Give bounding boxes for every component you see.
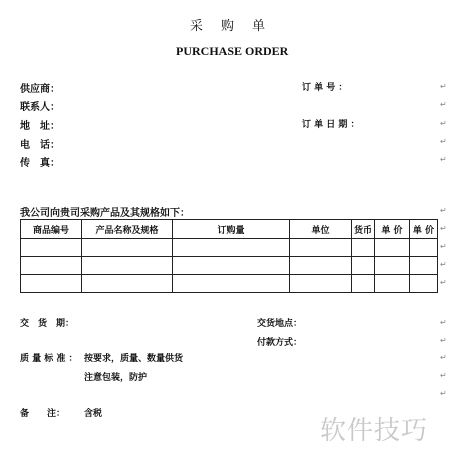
table-row [21, 257, 438, 275]
column-header: 商品编号 [21, 220, 82, 239]
table-cell[interactable] [375, 257, 410, 275]
paragraph-mark-icon: ↵ [440, 371, 447, 380]
paragraph-mark-icon: ↵ [440, 224, 447, 233]
title-english: PURCHASE ORDER [176, 44, 289, 58]
watermark-text: 软件技巧 [320, 416, 429, 446]
paragraph-mark-icon: ↵ [440, 353, 447, 362]
table-cell[interactable] [82, 257, 173, 275]
table-cell[interactable] [290, 275, 352, 293]
column-header: 产品名称及规格 [82, 220, 173, 239]
table-cell[interactable] [352, 275, 375, 293]
quality-standard-text: 按要求，质量、数量供货 [84, 354, 184, 364]
column-header: 订购量 [173, 220, 290, 239]
order-date-label: 订 单 日 期 ： [302, 120, 360, 130]
table-cell[interactable] [375, 239, 410, 257]
table-cell[interactable] [352, 239, 375, 257]
paragraph-mark-icon: ↵ [440, 100, 447, 109]
paragraph-mark-icon: ↵ [440, 119, 447, 128]
table-cell[interactable] [82, 275, 173, 293]
paragraph-mark-icon: ↵ [440, 260, 447, 269]
intro-text: 我公司向贵司采购产品及其规格如下： [20, 208, 190, 219]
order-number-label: 订 单 号 ： [302, 83, 348, 93]
remarks-value: 含税 [84, 409, 103, 419]
supplier-label: 供应商： [20, 84, 60, 95]
delivery-date-label: 交 货 期： [20, 319, 75, 329]
paragraph-mark-icon: ↵ [440, 206, 447, 215]
table-cell[interactable] [21, 239, 82, 257]
table-row [21, 275, 438, 293]
column-header: 单位 [290, 220, 352, 239]
title-chinese: 采购单 [190, 19, 284, 34]
packing-note: 注意包装，防护 [84, 373, 148, 383]
paragraph-mark-icon: ↵ [440, 318, 447, 327]
paragraph-mark-icon: ↵ [440, 155, 447, 164]
column-header: 单 价 [375, 220, 410, 239]
address-label: 地 址： [20, 121, 60, 132]
phone-label: 电 话： [20, 140, 60, 151]
table-cell[interactable] [82, 239, 173, 257]
paragraph-mark-icon: ↵ [440, 389, 447, 398]
table-cell[interactable] [21, 257, 82, 275]
paragraph-mark-icon: ↵ [440, 242, 447, 251]
delivery-place-label: 交货地点： [257, 319, 303, 329]
paragraph-mark-icon: ↵ [440, 336, 447, 345]
payment-method-label: 付款方式： [257, 338, 303, 348]
column-header: 货币 [352, 220, 375, 239]
paragraph-mark-icon: ↵ [440, 137, 447, 146]
table-cell[interactable] [290, 257, 352, 275]
table-cell[interactable] [21, 275, 82, 293]
quality-standard-label: 质 量 标 准 ： [20, 354, 78, 364]
table-row [21, 239, 438, 257]
table-cell[interactable] [352, 257, 375, 275]
paragraph-mark-icon: ↵ [440, 278, 447, 287]
remarks-label: 备 注： [20, 409, 66, 419]
table-cell[interactable] [375, 275, 410, 293]
table-cell[interactable] [410, 257, 438, 275]
table-cell[interactable] [173, 257, 290, 275]
table-header-row [21, 220, 438, 239]
table-cell[interactable] [410, 239, 438, 257]
table-cell[interactable] [173, 239, 290, 257]
table-cell[interactable] [410, 275, 438, 293]
paragraph-mark-icon: ↵ [440, 82, 447, 91]
fax-label: 传 真： [20, 158, 60, 169]
order-table [20, 219, 438, 293]
contact-label: 联系人： [20, 102, 60, 113]
column-header: 单 价 [410, 220, 438, 239]
table-cell[interactable] [290, 239, 352, 257]
table-cell[interactable] [173, 275, 290, 293]
